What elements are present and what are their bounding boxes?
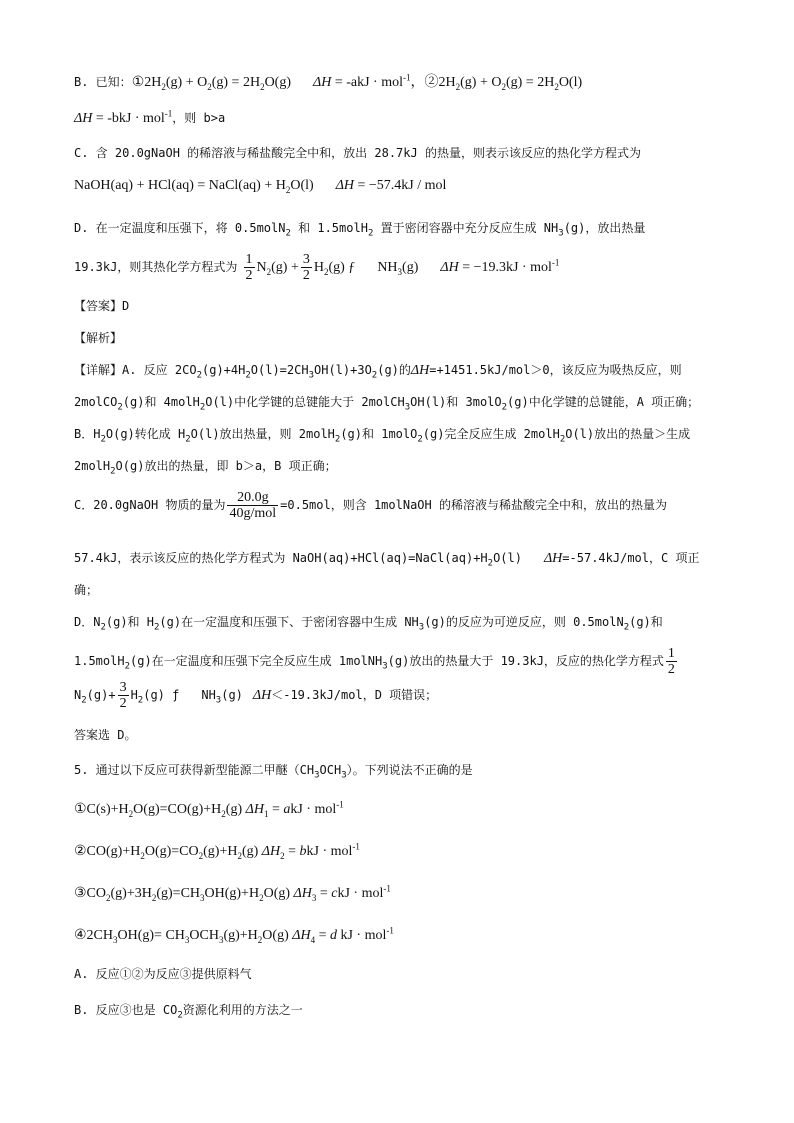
equation-part: (g) = 2H (505, 75, 555, 90)
enthalpy-value: = -bkJ · mol (92, 111, 165, 126)
text-part: 资源化利用的方法之一 (182, 1003, 303, 1017)
equation-part: O(g) (263, 886, 291, 901)
equation-part: (g) = 2H (211, 75, 261, 90)
constant-d: d (329, 928, 337, 943)
text-part: O(g)转化成 H (105, 427, 186, 441)
equation-part: (g) + O (165, 75, 208, 90)
fraction-three-halves (301, 252, 312, 283)
reaction-2 (74, 841, 360, 861)
equation-part: O(l) (558, 75, 583, 90)
subscript: 2 (100, 434, 106, 445)
reaction-4 (74, 925, 394, 945)
equation-part: H (313, 260, 324, 275)
subscript: 3 (184, 934, 190, 945)
subscript: 3 (200, 892, 205, 903)
superscript: -1 (383, 883, 391, 894)
constant-c: c (331, 886, 338, 901)
text-part: (g)和 4molH (122, 395, 200, 409)
equation-part: O(g)=CO(g)+H (133, 802, 222, 817)
option-b-conclusion: ，则 b>a (172, 111, 226, 125)
delta-h: ΔH (261, 844, 281, 859)
text-part: OCH (319, 763, 342, 777)
option-c-text: C. 含 20.0gNaOH 的稀溶液与稀盐酸完全中和，放出 28.7kJ 的热量，则表示该反应的热化学方程式为 (74, 146, 641, 160)
denominator: 2 (667, 662, 675, 677)
text-part: =+1451.5kJ/mol＞0，该反应为吸热反应，则 (429, 363, 682, 377)
q5-option-a (74, 966, 252, 982)
equation-part: 2H (144, 75, 162, 90)
constant-a: a (283, 802, 291, 817)
detail-line-8 (74, 614, 663, 633)
text-part: 置于密闭容器中充分反应生成 NH (373, 221, 559, 235)
question-5 (74, 762, 473, 781)
numerator: 1 (667, 646, 675, 661)
superscript: -1 (352, 841, 360, 852)
subscript: 2 (245, 370, 251, 381)
delta-h: ΔH (543, 551, 563, 566)
subscript: 2 (124, 661, 130, 672)
answer-text: 【答案】D (74, 299, 130, 313)
subscript: 2 (110, 466, 116, 477)
text-part: (g)+4H (202, 363, 246, 377)
option-b-line-1 (74, 74, 582, 91)
detail-line-7 (74, 582, 98, 598)
equation-part: N (256, 260, 267, 275)
text-part: B．H (74, 427, 101, 441)
subscript: 2 (455, 81, 461, 92)
option-d-line-1 (74, 220, 646, 239)
subscript: 2 (266, 266, 272, 277)
text-part: (g)+ (86, 688, 116, 702)
text-part: ）。下列说法不正确的是 (346, 763, 473, 777)
equation-part: (g)+H (223, 928, 258, 943)
superscript: -1 (551, 257, 560, 268)
text-part: =0.5mol，则含 1molNaOH 的稀溶液与稀盐酸完全中和，放出的热量为 (280, 498, 667, 512)
fraction-mass-over-molar (227, 490, 278, 521)
delta-h: ΔH (292, 928, 311, 943)
constant-b: b (299, 844, 307, 859)
delta-h: ΔH (440, 260, 459, 275)
subscript: 2 (137, 695, 144, 706)
subscript: 2 (199, 402, 206, 413)
equation-part: kJ · mol (290, 802, 337, 817)
option-d-line-2 (74, 252, 559, 283)
equation-part: (g) (402, 260, 419, 275)
subscript: 2 (559, 434, 566, 445)
text-part: (g)，放出热量 (563, 221, 646, 235)
text-part: O(g)放出的热量，即 b＞a，B 项正确； (115, 459, 337, 473)
equation-part: ②CO(g)+H (74, 844, 141, 859)
subscript: 2 (140, 850, 145, 861)
equation-part: O(l) (290, 178, 314, 193)
text-part: 19.3kJ，则其热化学方程式为 (74, 260, 238, 274)
answer-line (74, 298, 129, 314)
subscript: 4 (310, 934, 316, 945)
equation-part: O(g)=CO (144, 844, 199, 859)
reaction-1 (74, 799, 344, 819)
equation-part: ④2CH (74, 928, 113, 943)
equation-part: (g) (225, 802, 243, 817)
detail-line-2 (74, 394, 700, 413)
text-part: N (74, 688, 82, 702)
subscript: 2 (237, 850, 242, 861)
text-part: H (130, 688, 138, 702)
subscript: 2 (257, 934, 263, 945)
subscript: 2 (417, 434, 423, 445)
equation-part: (g)+3H (110, 886, 152, 901)
fraction-one-half (244, 252, 255, 283)
subscript: 3 (404, 402, 411, 413)
text-part: (g)完全反应生成 2molH (422, 427, 560, 441)
equation-part: (g) + O (460, 75, 502, 90)
equation-part: OH(g)+H (204, 886, 260, 901)
text-part: O(l)中化学键的总键能大于 2molCH (205, 395, 405, 409)
equation-part: = (315, 928, 330, 943)
text-part: O(l)放出的热量＞生成 (565, 427, 691, 441)
text-part: O(l) (493, 551, 522, 565)
text-part: 5. 通过以下反应可获得新型能源二甲醚（CH (74, 763, 315, 777)
subscript: 2 (185, 434, 191, 445)
denominator: 2 (119, 696, 127, 711)
equation-part: kJ · mol (337, 886, 384, 901)
equation-part: = (284, 844, 300, 859)
text-part: (g)和 1molO (340, 427, 418, 441)
delta-h: ΔH (293, 886, 312, 901)
option-c-line-1 (74, 145, 641, 161)
text-part: 【详解】A. 反应 2CO (74, 363, 197, 377)
equation-part: 2H (438, 75, 456, 90)
enthalpy-value: = -akJ · mol (331, 75, 403, 90)
equation-part: kJ · mol (306, 844, 353, 859)
text-part: ＜-19.3kJ/mol，D 项错误； (271, 688, 438, 702)
option-b-prefix: B. 已知： (74, 75, 132, 89)
delta-h: ΔH (252, 688, 272, 703)
numerator: 1 (245, 252, 253, 268)
text-part: (g)放出的热量大于 19.3kJ，反应的热化学方程式 (387, 654, 664, 668)
equation-part: OH(g)= CH (117, 928, 185, 943)
option-b-line-2 (74, 110, 225, 127)
superscript: -1 (336, 799, 344, 810)
text-part: 确； (74, 583, 99, 597)
delta-h: ΔH (74, 111, 93, 126)
circle-number-1: ① (131, 75, 145, 90)
delta-h: ΔH (335, 178, 355, 193)
denominator: 2 (302, 268, 310, 284)
equation-part: = (316, 886, 332, 901)
subscript: 2 (207, 81, 212, 92)
circle-number-2: ② (424, 75, 439, 90)
text-part: (g)和 H (105, 615, 154, 629)
subscript: 2 (280, 850, 285, 861)
denominator: 2 (245, 268, 253, 284)
detail-line-5 (74, 490, 667, 521)
equation-part: OCH (189, 928, 219, 943)
subscript: 1 (263, 808, 269, 819)
text-part: 2molCO (74, 395, 118, 409)
subscript: 2 (554, 81, 559, 92)
numerator: 3 (119, 680, 127, 695)
superscript: -1 (164, 108, 173, 119)
delta-h: ΔH (410, 363, 430, 378)
text-part: A. 反应①②为反应③提供原料气 (74, 967, 252, 981)
subscript: 2 (371, 370, 378, 381)
enthalpy-value: = −57.4kJ / mol (354, 178, 447, 193)
subscript: 3 (341, 770, 347, 781)
text-part: D. 在一定温度和压强下，将 0.5molN (74, 221, 286, 235)
text-part: OH(l)+3O (314, 363, 372, 377)
equation-part: (g) ƒ (328, 260, 356, 275)
denominator: 40g/mol (229, 506, 277, 521)
numerator: 3 (302, 252, 310, 268)
detail-line-1 (74, 362, 682, 379)
subscript: 3 (418, 622, 425, 633)
detail-line-3 (74, 426, 691, 445)
reaction-3 (74, 883, 391, 903)
equation-part: kJ · mol (336, 928, 387, 943)
text-part: O(l)放出热量，则 2molH (190, 427, 335, 441)
text-part: 和 1.5molH (290, 221, 368, 235)
text-part: (g)和 (629, 615, 663, 629)
subscript: 3 (397, 266, 403, 277)
answer-choice-line (74, 727, 136, 743)
subscript: 3 (558, 228, 564, 239)
detail-line-4 (74, 458, 337, 477)
equation-part: NH (377, 260, 398, 275)
subscript: 2 (334, 434, 341, 445)
text-part: (g)在一定温度和压强下完全反应生成 1molNH (130, 654, 383, 668)
superscript: -1 (386, 925, 394, 936)
equation-part: NaOH(aq) + HCl(aq) = NaCl(aq) + H (74, 178, 286, 193)
text-part: 57.4kJ，表示该反应的热化学方程式为 NaOH(aq)+HCl(aq)=NaCl(aq)+H (74, 551, 488, 565)
text-part: (g) (221, 688, 243, 702)
subscript: 2 (81, 695, 87, 706)
subscript: 2 (285, 228, 291, 239)
subscript: 2 (100, 622, 106, 633)
subscript: 3 (308, 370, 314, 381)
equation-part: (g) (241, 844, 259, 859)
option-c-equation (74, 178, 446, 194)
subscript: 2 (106, 892, 111, 903)
equation-part: = (268, 802, 284, 817)
q5-option-b (74, 1002, 303, 1021)
equation-part: ③CO (74, 886, 106, 901)
equation-part: (g)+H (203, 844, 238, 859)
detail-line-6 (74, 550, 699, 567)
subscript: 3 (215, 695, 222, 706)
subscript: 3 (218, 934, 224, 945)
subscript: 2 (323, 266, 329, 277)
subscript: 2 (285, 184, 291, 195)
subscript: 2 (487, 558, 494, 569)
subscript: 3 (382, 661, 388, 672)
text-part: C．20.0gNaOH 物质的量为 (74, 498, 226, 512)
subscript: 3 (314, 770, 320, 781)
text-part: 1.5molH (74, 654, 125, 668)
text-part: O(l)=2CH (250, 363, 309, 377)
subscript: 2 (501, 81, 506, 92)
text-part: D．N (74, 615, 101, 629)
separator: ， (410, 75, 425, 90)
subscript: 2 (177, 1010, 183, 1021)
subscript: 2 (623, 622, 630, 633)
subscript: 2 (161, 81, 166, 92)
numerator: 20.0g (227, 490, 278, 506)
subscript: 2 (260, 81, 265, 92)
analysis-header (74, 330, 122, 346)
text-part: (g)中化学键的总键能，A 项正确； (507, 395, 700, 409)
subscript: 2 (501, 402, 508, 413)
text-part: (g) ƒ (143, 688, 180, 702)
text-part: B. 反应③也是 CO (74, 1003, 178, 1017)
subscript: 3 (113, 934, 118, 945)
equation-part: (g) + (271, 260, 299, 275)
superscript: -1 (403, 72, 411, 83)
subscript: 2 (196, 370, 202, 381)
analysis-label: 【解析】 (74, 331, 123, 345)
text-part: (g)在一定温度和压强下、于密闭容器中生成 NH (159, 615, 419, 629)
text-part: =-57.4kJ/mol，C 项正 (562, 551, 700, 565)
subscript: 2 (151, 892, 157, 903)
subscript: 2 (154, 622, 160, 633)
equation-part: ①C(s)+H (74, 802, 129, 817)
detail-line-9 (74, 646, 679, 677)
delta-h: ΔH (313, 75, 332, 90)
text-part: 答案选 D。 (74, 728, 137, 742)
text-part: (g)的反应为可逆反应，则 0.5molN (424, 615, 624, 629)
equation-part: O(g) (264, 75, 291, 90)
fraction-one-half (666, 646, 677, 677)
subscript: 2 (221, 808, 226, 819)
subscript: 2 (259, 892, 264, 903)
text-part: 2molH (74, 459, 111, 473)
enthalpy-value: = −19.3kJ · mol (458, 260, 552, 275)
detail-line-10 (74, 680, 437, 711)
subscript: 2 (198, 850, 204, 861)
delta-h: ΔH (245, 802, 264, 817)
equation-part: O(g) (262, 928, 289, 943)
subscript: 2 (367, 228, 374, 239)
subscript: 2 (128, 808, 134, 819)
text-part: OH(l)和 3molO (410, 395, 502, 409)
fraction-three-halves (118, 680, 129, 711)
text-part: NH (201, 688, 216, 702)
subscript: 2 (117, 402, 123, 413)
equation-part: (g)=CH (156, 886, 201, 901)
text-part: (g)的 (377, 363, 411, 377)
subscript: 3 (311, 892, 317, 903)
